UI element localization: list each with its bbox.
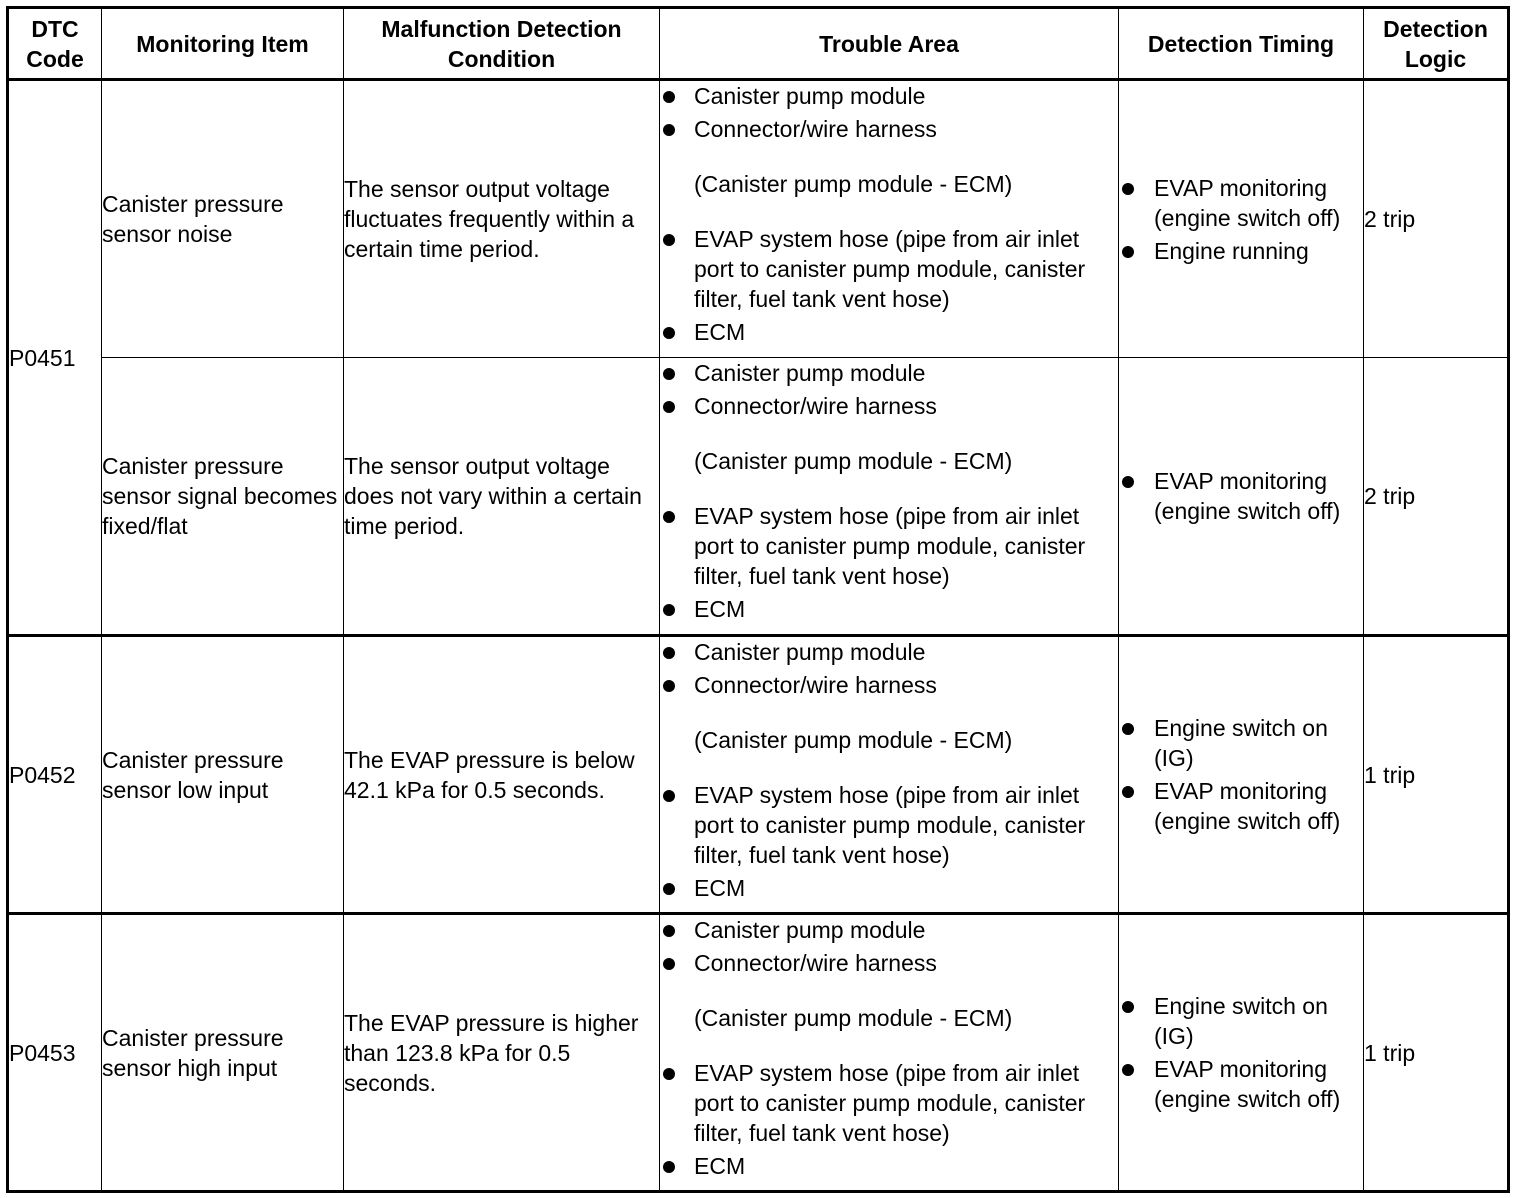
detection-logic-cell (1364, 80, 1509, 358)
trouble-area-item: Canister pump module (660, 358, 1118, 388)
header-detection-logic-text: Detection Logic (1383, 15, 1488, 72)
monitoring-item: Canister pressure sensor noise (102, 191, 284, 247)
monitoring-item: Canister pressure sensor signal becomes fixed/flat (102, 453, 338, 539)
trouble-area-cell (660, 80, 1119, 358)
detection-timing-item: EVAP monitoring (engine switch off) (1119, 466, 1363, 526)
header-dtc-code-text: DTC Code (26, 15, 84, 72)
trouble-area-cell (660, 636, 1119, 914)
trouble-area-note: (Canister pump module - ECM) (694, 727, 1013, 753)
detection-timing-item: Engine running (1119, 236, 1363, 266)
dtc-code: P0452 (9, 761, 76, 788)
table-row (8, 636, 1509, 914)
detection-condition-cell (344, 80, 660, 358)
detection-timing-cell (1119, 636, 1364, 914)
detection-timing-item: EVAP monitoring (engine switch off) (1119, 173, 1363, 233)
dtc-code: P0451 (9, 344, 76, 371)
detection-logic-cell (1364, 914, 1509, 1192)
trouble-area-list (660, 1058, 1118, 1181)
table-row (8, 80, 1509, 358)
detection-timing-item: Engine switch on (IG) (1119, 991, 1363, 1051)
trouble-area-note: (Canister pump module - ECM) (694, 171, 1013, 197)
trouble-area-item: EVAP system hose (pipe from air inlet port to canister pump module, canister filter, fuel tank vent hose) (660, 224, 1118, 314)
trouble-area-item: Connector/wire harness (660, 114, 1118, 144)
trouble-area-item: Canister pump module (660, 915, 1118, 945)
detection-timing-item: EVAP monitoring (engine switch off) (1119, 1054, 1363, 1114)
dtc-code-cell (8, 914, 102, 1192)
dtc-code-cell (8, 636, 102, 914)
monitoring-item-cell (102, 636, 344, 914)
header-trouble-area-text: Trouble Area (819, 30, 959, 57)
header-row (8, 8, 1509, 80)
dtc-code: P0453 (9, 1039, 76, 1066)
detection-logic-cell (1364, 358, 1509, 636)
header-detection-condition-text: Malfunction Detection Condition (381, 15, 622, 72)
detection-condition: The sensor output voltage does not vary within a certain time period. (344, 453, 642, 539)
trouble-area-note: (Canister pump module - ECM) (694, 1005, 1013, 1031)
trouble-area-cell (660, 914, 1119, 1192)
trouble-area-cell (660, 358, 1119, 636)
header-trouble-area (660, 8, 1119, 80)
trouble-area-list (660, 358, 1118, 421)
trouble-area-note: (Canister pump module - ECM) (694, 448, 1013, 474)
detection-timing-cell (1119, 358, 1364, 636)
detection-condition-cell (344, 636, 660, 914)
detection-logic: 1 trip (1364, 1039, 1416, 1066)
header-detection-condition (344, 8, 660, 80)
trouble-area-item: EVAP system hose (pipe from air inlet port to canister pump module, canister filter, fuel tank vent hose) (660, 780, 1118, 870)
trouble-area-item: ECM (660, 873, 1118, 903)
detection-timing-list (1119, 991, 1363, 1114)
detection-condition: The sensor output voltage fluctuates frequently within a certain time period. (344, 176, 635, 262)
trouble-area-list (660, 81, 1118, 144)
detection-timing-list (1119, 466, 1363, 526)
detection-timing-cell (1119, 80, 1364, 358)
monitoring-item: Canister pressure sensor low input (102, 746, 284, 803)
trouble-area-list (660, 780, 1118, 903)
trouble-area-item: Canister pump module (660, 637, 1118, 667)
detection-timing-list (1119, 713, 1363, 836)
trouble-area-item: Canister pump module (660, 81, 1118, 111)
detection-timing-list (1119, 173, 1363, 266)
detection-logic: 2 trip (1364, 483, 1416, 509)
detection-timing-item: Engine switch on (IG) (1119, 713, 1363, 773)
monitoring-item-cell (102, 358, 344, 636)
trouble-area-item: EVAP system hose (pipe from air inlet port to canister pump module, canister filter, fuel tank vent hose) (660, 1058, 1118, 1148)
trouble-area-item: Connector/wire harness (660, 391, 1118, 421)
header-dtc-code (8, 8, 102, 80)
table-row (8, 914, 1509, 1192)
monitoring-item: Canister pressure sensor high input (102, 1024, 284, 1081)
header-detection-timing (1119, 8, 1364, 80)
trouble-area-item: ECM (660, 594, 1118, 624)
detection-condition: The EVAP pressure is below 42.1 kPa for 0.5 seconds. (344, 746, 635, 803)
detection-timing-cell (1119, 914, 1364, 1192)
trouble-area-item: ECM (660, 317, 1118, 347)
monitoring-item-cell (102, 914, 344, 1192)
dtc-table (6, 6, 1510, 1193)
detection-logic: 2 trip (1364, 206, 1416, 232)
dtc-code-cell (8, 80, 102, 636)
detection-logic: 1 trip (1364, 761, 1416, 788)
trouble-area-item: ECM (660, 1151, 1118, 1181)
detection-logic-cell (1364, 636, 1509, 914)
header-detection-logic (1364, 8, 1509, 80)
trouble-area-list (660, 501, 1118, 624)
trouble-area-item: Connector/wire harness (660, 948, 1118, 978)
header-monitoring-item (102, 8, 344, 80)
trouble-area-list (660, 915, 1118, 978)
detection-condition-cell (344, 358, 660, 636)
detection-condition-cell (344, 914, 660, 1192)
header-detection-timing-text: Detection Timing (1147, 30, 1335, 57)
trouble-area-list (660, 224, 1118, 347)
table-row (8, 358, 1509, 636)
trouble-area-list (660, 637, 1118, 700)
trouble-area-item: EVAP system hose (pipe from air inlet port to canister pump module, canister filter, fuel tank vent hose) (660, 501, 1118, 591)
header-monitoring-item-text: Monitoring Item (136, 30, 309, 57)
trouble-area-item: Connector/wire harness (660, 670, 1118, 700)
monitoring-item-cell (102, 80, 344, 358)
detection-condition: The EVAP pressure is higher than 123.8 kPa for 0.5 seconds. (344, 1009, 639, 1096)
detection-timing-item: EVAP monitoring (engine switch off) (1119, 776, 1363, 836)
